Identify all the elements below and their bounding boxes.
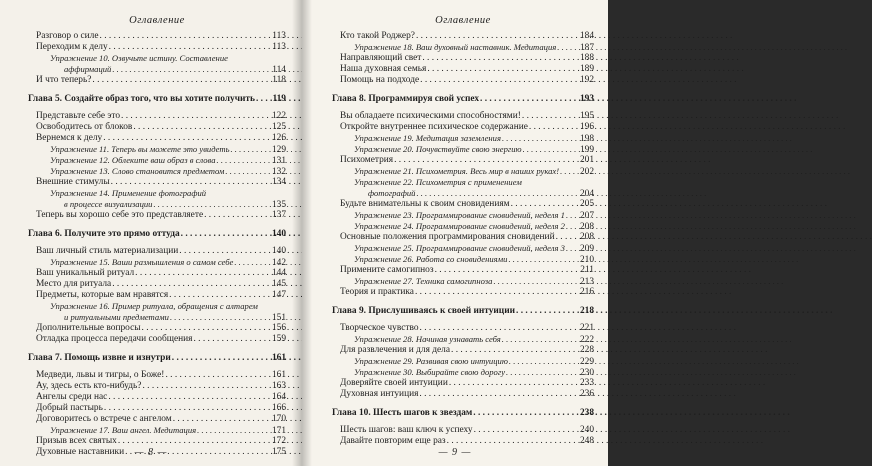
- toc-entry[interactable]: [28, 414, 286, 425]
- entry-title: Психометрия: [340, 155, 394, 165]
- entry-page-number: 145: [271, 279, 286, 289]
- entry-title: Основные положения программирования сновидений: [340, 232, 555, 242]
- dot-leader: [112, 64, 271, 75]
- entry-page-number: 211: [580, 265, 594, 275]
- dot-leader: [172, 352, 271, 365]
- toc-entry[interactable]: [332, 188, 594, 199]
- entry-title: и ритуальными предметами: [64, 312, 169, 322]
- dot-leader: [447, 436, 579, 447]
- toc-entry[interactable]: [28, 31, 286, 42]
- entry-page-number: 131: [271, 156, 286, 166]
- entry-page-number: 208: [579, 232, 594, 242]
- entry-title: Упражнение 29. Развивая свою интуицию: [354, 356, 508, 366]
- entry-title: Глава 10. Шесть шагов к звездам: [332, 408, 473, 418]
- section-spacer: [28, 86, 286, 91]
- dot-leader: [557, 42, 579, 53]
- entry-page-number: 222: [579, 335, 594, 345]
- dot-leader: [193, 334, 270, 345]
- entry-page-number: 159: [271, 334, 286, 344]
- entry-title: Отладка процесса передачи сообщения: [36, 334, 193, 344]
- entry-page-number: 233: [579, 378, 594, 388]
- entry-title: Освободитесь от блоков: [36, 122, 133, 132]
- toc-entry[interactable]: [332, 122, 594, 133]
- entry-title: Упражнение 15. Ваши размышления о самом себе: [50, 257, 234, 267]
- toc-entry[interactable]: [28, 199, 286, 210]
- running-header: Оглавление: [435, 15, 491, 26]
- entry-title: Давайте повторим еще раз: [340, 436, 446, 446]
- entry-title: в процессе визуализации: [64, 199, 153, 209]
- entry-title: Упражнение 30. Выбирайте свою дорогу: [354, 367, 506, 377]
- entry-page-number: 170: [271, 414, 286, 424]
- dot-leader: [502, 334, 579, 345]
- entry-page-number: 188: [579, 53, 594, 63]
- entry-title: Упражнение 18. Ваш духовный наставник. Медитация: [354, 42, 557, 52]
- dot-leader: [420, 323, 579, 334]
- entry-title: Упражнение 14. Применение фотографий: [50, 188, 207, 198]
- dot-leader: [109, 42, 272, 53]
- toc-entry[interactable]: [332, 177, 594, 188]
- entry-page-number: 238: [579, 408, 594, 418]
- dot-leader: [256, 93, 271, 106]
- toc-entry[interactable]: [28, 312, 286, 323]
- running-header: Оглавление: [129, 15, 185, 26]
- right-page: [302, 0, 608, 466]
- entry-page-number: 201: [579, 155, 594, 165]
- section-spacer: [332, 400, 594, 405]
- entry-title: Вы обладаете психическими способностями!: [340, 111, 521, 121]
- toc-entry[interactable]: [332, 254, 594, 265]
- toc-entry[interactable]: [332, 221, 594, 232]
- entry-title: Упражнение 10. Озвучьте истину. Составление: [50, 53, 228, 63]
- entry-title: Теория и практика: [340, 287, 414, 297]
- toc-chapter-entry[interactable]: [28, 228, 286, 241]
- entry-title: Доверяйте своей интуиции: [340, 378, 448, 388]
- toc-entry[interactable]: [332, 133, 594, 144]
- dot-leader: [197, 425, 271, 436]
- dot-leader: [566, 210, 579, 221]
- toc-entry[interactable]: [28, 257, 286, 268]
- toc-entry[interactable]: [28, 403, 286, 414]
- entry-page-number: 125: [271, 122, 286, 132]
- dot-leader: [231, 144, 271, 155]
- toc-entry[interactable]: [332, 155, 594, 166]
- entry-title: И что теперь?: [36, 75, 92, 85]
- toc-chapter-entry[interactable]: [332, 407, 594, 420]
- entry-page-number: 122: [271, 111, 286, 121]
- dot-leader: [422, 53, 579, 64]
- toc-entry[interactable]: [28, 155, 286, 166]
- entry-page-number: 208: [579, 222, 594, 232]
- entry-page-number: 147: [271, 290, 286, 300]
- page-number: — 8 —: [134, 447, 168, 458]
- dot-leader: [522, 111, 579, 122]
- entry-title: Предметы, которые вам нравятся: [36, 290, 169, 300]
- dot-leader: [108, 392, 271, 403]
- entry-page-number: 202: [579, 167, 594, 177]
- dot-leader: [480, 93, 579, 106]
- toc-entry[interactable]: [28, 268, 286, 279]
- dot-leader: [111, 177, 271, 188]
- entry-title: Глава 6. Получите это прямо оттуда: [28, 229, 180, 239]
- dot-leader: [560, 166, 579, 177]
- entry-page-number: 113: [272, 42, 286, 52]
- dot-leader: [523, 144, 579, 155]
- entry-title: Упражнение 17. Ваш ангел. Медитация: [50, 425, 197, 435]
- dot-leader: [508, 254, 578, 265]
- dot-leader: [427, 64, 579, 75]
- entry-title: Добрый пастырь: [36, 403, 103, 413]
- entry-page-number: 164: [271, 392, 286, 402]
- dot-leader: [394, 155, 579, 166]
- entry-title: Кто такой Роджер?: [340, 31, 415, 41]
- entry-page-number: 209: [579, 244, 594, 254]
- entry-title: Переходим к делу: [36, 42, 108, 52]
- page-number: — 9 —: [438, 447, 472, 458]
- entry-page-number: 205: [579, 199, 594, 209]
- entry-page-number: 210: [579, 255, 594, 265]
- entry-title: Ваш уникальный ритуал: [36, 268, 135, 278]
- entry-title: Представьте себе это: [36, 111, 121, 121]
- toc-chapter-entry[interactable]: [332, 305, 594, 318]
- toc-entry[interactable]: [28, 53, 286, 64]
- entry-title: Упражнение 13. Слово становится предметом: [50, 166, 225, 176]
- dot-leader: [511, 199, 579, 210]
- entry-page-number: 228: [579, 345, 594, 355]
- entry-title: Направляющий свет: [340, 53, 422, 63]
- toc-entry[interactable]: [332, 199, 594, 210]
- entry-page-number: 118: [272, 75, 286, 85]
- entry-page-number: 229: [579, 357, 594, 367]
- dot-leader: [169, 290, 271, 301]
- dot-leader: [509, 356, 579, 367]
- toc-entry[interactable]: [28, 75, 286, 86]
- toc-entry[interactable]: [28, 301, 286, 312]
- entry-title: Упражнение 27. Техника самогипноза: [354, 276, 493, 286]
- toc-list: [332, 31, 594, 447]
- toc-entry[interactable]: [332, 436, 594, 447]
- entry-page-number: 171: [271, 426, 286, 436]
- dot-leader: [173, 414, 271, 425]
- entry-page-number: 199: [579, 145, 594, 155]
- dot-leader: [204, 210, 271, 221]
- dot-leader: [133, 122, 271, 133]
- entry-page-number: 189: [579, 64, 594, 74]
- toc-entry[interactable]: [28, 246, 286, 257]
- entry-title: Призыв всех святых: [36, 436, 117, 446]
- toc-entry[interactable]: [332, 75, 594, 86]
- entry-title: Глава 9. Прислушиваясь к своей интуиции: [332, 306, 516, 316]
- entry-title: Будьте внимательны к своим сновидениям: [340, 199, 510, 209]
- toc-entry[interactable]: [28, 210, 286, 221]
- entry-title: Упражнение 28. Начиная узнавать себя: [354, 334, 501, 344]
- toc-entry[interactable]: [332, 64, 594, 75]
- toc-entry[interactable]: [332, 232, 594, 243]
- entry-title: Примените самогипноз: [340, 265, 434, 275]
- toc-entry[interactable]: [332, 31, 594, 42]
- entry-title: аффирмаций: [64, 64, 112, 74]
- entry-page-number: 161: [271, 353, 286, 363]
- dot-leader: [135, 268, 271, 279]
- dot-leader: [121, 111, 271, 122]
- entry-title: Упражнение 12. Облеките ваш образ в слова: [50, 155, 216, 165]
- toc-entry[interactable]: [332, 356, 594, 367]
- entry-page-number: 113: [272, 31, 286, 41]
- toc-entry[interactable]: [28, 144, 286, 155]
- entry-title: Откройте внутреннее психическое содержание: [340, 122, 528, 132]
- entry-title: Дополнительные вопросы: [36, 323, 141, 333]
- dot-leader: [419, 389, 579, 400]
- entry-title: Медведи, львы и тигры, о Боже!: [36, 370, 165, 380]
- dot-leader: [92, 75, 271, 86]
- dot-leader: [118, 436, 271, 447]
- entry-page-number: 213: [579, 277, 594, 287]
- toc-entry[interactable]: [28, 334, 286, 345]
- dot-leader: [556, 232, 579, 243]
- toc-entry[interactable]: [28, 177, 286, 188]
- entry-page-number: 248: [579, 436, 594, 446]
- dot-leader: [449, 378, 579, 389]
- toc-entry[interactable]: [332, 323, 594, 334]
- dot-leader: [474, 425, 579, 436]
- entry-title: Духовные наставники: [36, 447, 125, 457]
- entry-title: Помощь на подходе: [340, 75, 420, 85]
- toc-entry[interactable]: [28, 370, 286, 381]
- dot-leader: [103, 133, 271, 144]
- dot-leader: [516, 305, 579, 318]
- toc-entry[interactable]: [28, 323, 286, 334]
- entry-page-number: 221: [579, 323, 594, 333]
- entry-title: Шесть шагов: ваш ключ к успеху: [340, 425, 473, 435]
- toc-entry[interactable]: [332, 144, 594, 155]
- dot-leader: [451, 345, 579, 356]
- entry-page-number: 172: [271, 436, 286, 446]
- toc-entry[interactable]: [332, 367, 594, 378]
- toc-entry[interactable]: [28, 381, 286, 392]
- entry-page-number: 142: [271, 258, 286, 268]
- entry-page-number: 195: [579, 111, 594, 121]
- entry-page-number: 161: [271, 370, 286, 380]
- entry-page-number: 184: [579, 31, 594, 41]
- entry-page-number: 236: [579, 389, 594, 399]
- entry-title: Глава 5. Создайте образ того, что вы хотите получить: [28, 94, 255, 104]
- toc-entry[interactable]: [28, 166, 286, 177]
- entry-page-number: 132: [271, 167, 286, 177]
- toc-entry[interactable]: [28, 188, 286, 199]
- toc-entry[interactable]: [332, 345, 594, 356]
- entry-title: Наша духовная семья: [340, 64, 427, 74]
- entry-title: Упражнение 26. Работа со сновидениями: [354, 254, 508, 264]
- section-spacer: [28, 221, 286, 226]
- entry-title: Место для ритуала: [36, 279, 112, 289]
- entry-title: Ау, здесь есть кто-нибудь?: [36, 381, 142, 391]
- toc-entry[interactable]: [28, 436, 286, 447]
- dot-leader: [493, 276, 579, 287]
- entry-title: Теперь вы хорошо себе это представляете: [36, 210, 204, 220]
- dot-leader: [566, 221, 579, 232]
- entry-page-number: 129: [271, 145, 286, 155]
- entry-page-number: 114: [272, 65, 286, 75]
- entry-page-number: 175: [271, 447, 286, 457]
- toc-entry[interactable]: [332, 334, 594, 345]
- dot-leader: [415, 287, 579, 298]
- dot-leader: [217, 155, 271, 166]
- dot-leader: [142, 381, 270, 392]
- entry-page-number: 230: [579, 368, 594, 378]
- entry-title: фотографий: [368, 188, 416, 198]
- entry-page-number: 137: [271, 210, 286, 220]
- dot-leader: [506, 367, 579, 378]
- section-spacer: [332, 298, 594, 303]
- entry-title: Разговор о силе: [36, 31, 99, 41]
- toc-entry[interactable]: [28, 290, 286, 301]
- entry-title: Упражнение 20. Почувствуйте свою энергию: [354, 144, 522, 154]
- section-spacer: [332, 86, 594, 91]
- entry-title: Ваш личный стиль материализации: [36, 246, 179, 256]
- left-page: [0, 0, 302, 466]
- dot-leader: [416, 188, 579, 199]
- entry-title: Ангелы среди нас: [36, 392, 108, 402]
- entry-title: Глава 8. Программируя свой успех: [332, 94, 480, 104]
- entry-page-number: 126: [271, 133, 286, 143]
- toc-entry[interactable]: [332, 111, 594, 122]
- toc-entry[interactable]: [332, 389, 594, 400]
- entry-title: Договоритесь о встрече с ангелом: [36, 414, 172, 424]
- section-spacer: [28, 345, 286, 350]
- toc-entry[interactable]: [28, 392, 286, 403]
- toc-entry[interactable]: [28, 133, 286, 144]
- entry-page-number: 166: [271, 403, 286, 413]
- entry-page-number: 135: [271, 200, 286, 210]
- toc-entry[interactable]: [28, 42, 286, 53]
- dot-leader: [104, 403, 271, 414]
- entry-page-number: 207: [579, 211, 594, 221]
- toc-entry[interactable]: [28, 111, 286, 122]
- toc-entry[interactable]: [332, 53, 594, 64]
- toc-chapter-entry[interactable]: [28, 93, 286, 106]
- entry-title: Упражнение 11. Теперь вы можете это увидеть: [50, 144, 230, 154]
- entry-title: Упражнение 23. Программирование сновидений, неделя 1: [354, 210, 565, 220]
- toc-entry[interactable]: [332, 210, 594, 221]
- toc-entry[interactable]: [332, 243, 594, 254]
- toc-entry[interactable]: [332, 287, 594, 298]
- toc-list: [28, 31, 286, 458]
- dot-leader: [566, 243, 579, 254]
- entry-title: Упражнение 16. Пример ритуала, обращения с алтарем: [50, 301, 258, 311]
- entry-title: Творческое чувство: [340, 323, 419, 333]
- entry-page-number: 187: [579, 43, 594, 53]
- toc-chapter-entry[interactable]: [332, 93, 594, 106]
- entry-title: Упражнение 22. Психометрия с применением: [354, 177, 522, 187]
- entry-page-number: 140: [271, 246, 286, 256]
- entry-title: Упражнение 19. Медитация заземления: [354, 133, 501, 143]
- dot-leader: [181, 228, 271, 241]
- entry-page-number: 192: [579, 75, 594, 85]
- dot-leader: [165, 370, 271, 381]
- entry-page-number: 163: [271, 381, 286, 391]
- toc-entry[interactable]: [332, 276, 594, 287]
- entry-title: Духовная интуиция: [340, 389, 419, 399]
- entry-page-number: 151: [271, 313, 286, 323]
- entry-title: Вернемся к делу: [36, 133, 103, 143]
- dot-leader: [100, 31, 272, 42]
- toc-entry[interactable]: [332, 42, 594, 53]
- toc-entry[interactable]: [28, 425, 286, 436]
- toc-chapter-entry[interactable]: [28, 352, 286, 365]
- dot-leader: [502, 133, 579, 144]
- dot-leader: [179, 246, 271, 257]
- entry-page-number: 196: [579, 122, 594, 132]
- entry-title: Упражнение 21. Психометрия. Весь мир в наших руках!: [354, 166, 560, 176]
- dot-leader: [142, 323, 271, 334]
- dot-leader: [473, 407, 579, 420]
- dot-leader: [170, 312, 271, 323]
- dot-leader: [153, 199, 270, 210]
- entry-page-number: 134: [271, 177, 286, 187]
- entry-page-number: 218: [579, 306, 594, 316]
- toc-entry[interactable]: [332, 265, 594, 276]
- entry-page-number: 193: [579, 94, 594, 104]
- toc-entry[interactable]: [28, 64, 286, 75]
- dot-leader: [416, 31, 579, 42]
- dot-leader: [112, 279, 271, 290]
- toc-entry[interactable]: [332, 166, 594, 177]
- toc-entry[interactable]: [332, 425, 594, 436]
- entry-page-number: 156: [271, 323, 286, 333]
- toc-entry[interactable]: [332, 378, 594, 389]
- entry-page-number: 240: [579, 425, 594, 435]
- toc-entry[interactable]: [28, 279, 286, 290]
- dot-leader: [435, 265, 580, 276]
- dot-leader: [225, 166, 271, 177]
- entry-title: Внешние стимулы: [36, 177, 110, 187]
- entry-title: Для развлечения и для дела: [340, 345, 450, 355]
- entry-page-number: 198: [579, 134, 594, 144]
- entry-page-number: 119: [272, 94, 286, 104]
- entry-page-number: 144: [271, 268, 286, 278]
- dot-leader: [234, 257, 271, 268]
- entry-title: Глава 7. Помощь извне и изнутри: [28, 353, 171, 363]
- toc-entry[interactable]: [28, 122, 286, 133]
- dot-leader: [529, 122, 579, 133]
- entry-page-number: 216: [579, 287, 594, 297]
- entry-title: Упражнение 25. Программирование сновидений, неделя 3: [354, 243, 565, 253]
- entry-page-number: 204: [579, 189, 594, 199]
- entry-title: Упражнение 24. Программирование сновидений, неделя 2: [354, 221, 565, 231]
- dot-leader: [420, 75, 579, 86]
- entry-page-number: 140: [271, 229, 286, 239]
